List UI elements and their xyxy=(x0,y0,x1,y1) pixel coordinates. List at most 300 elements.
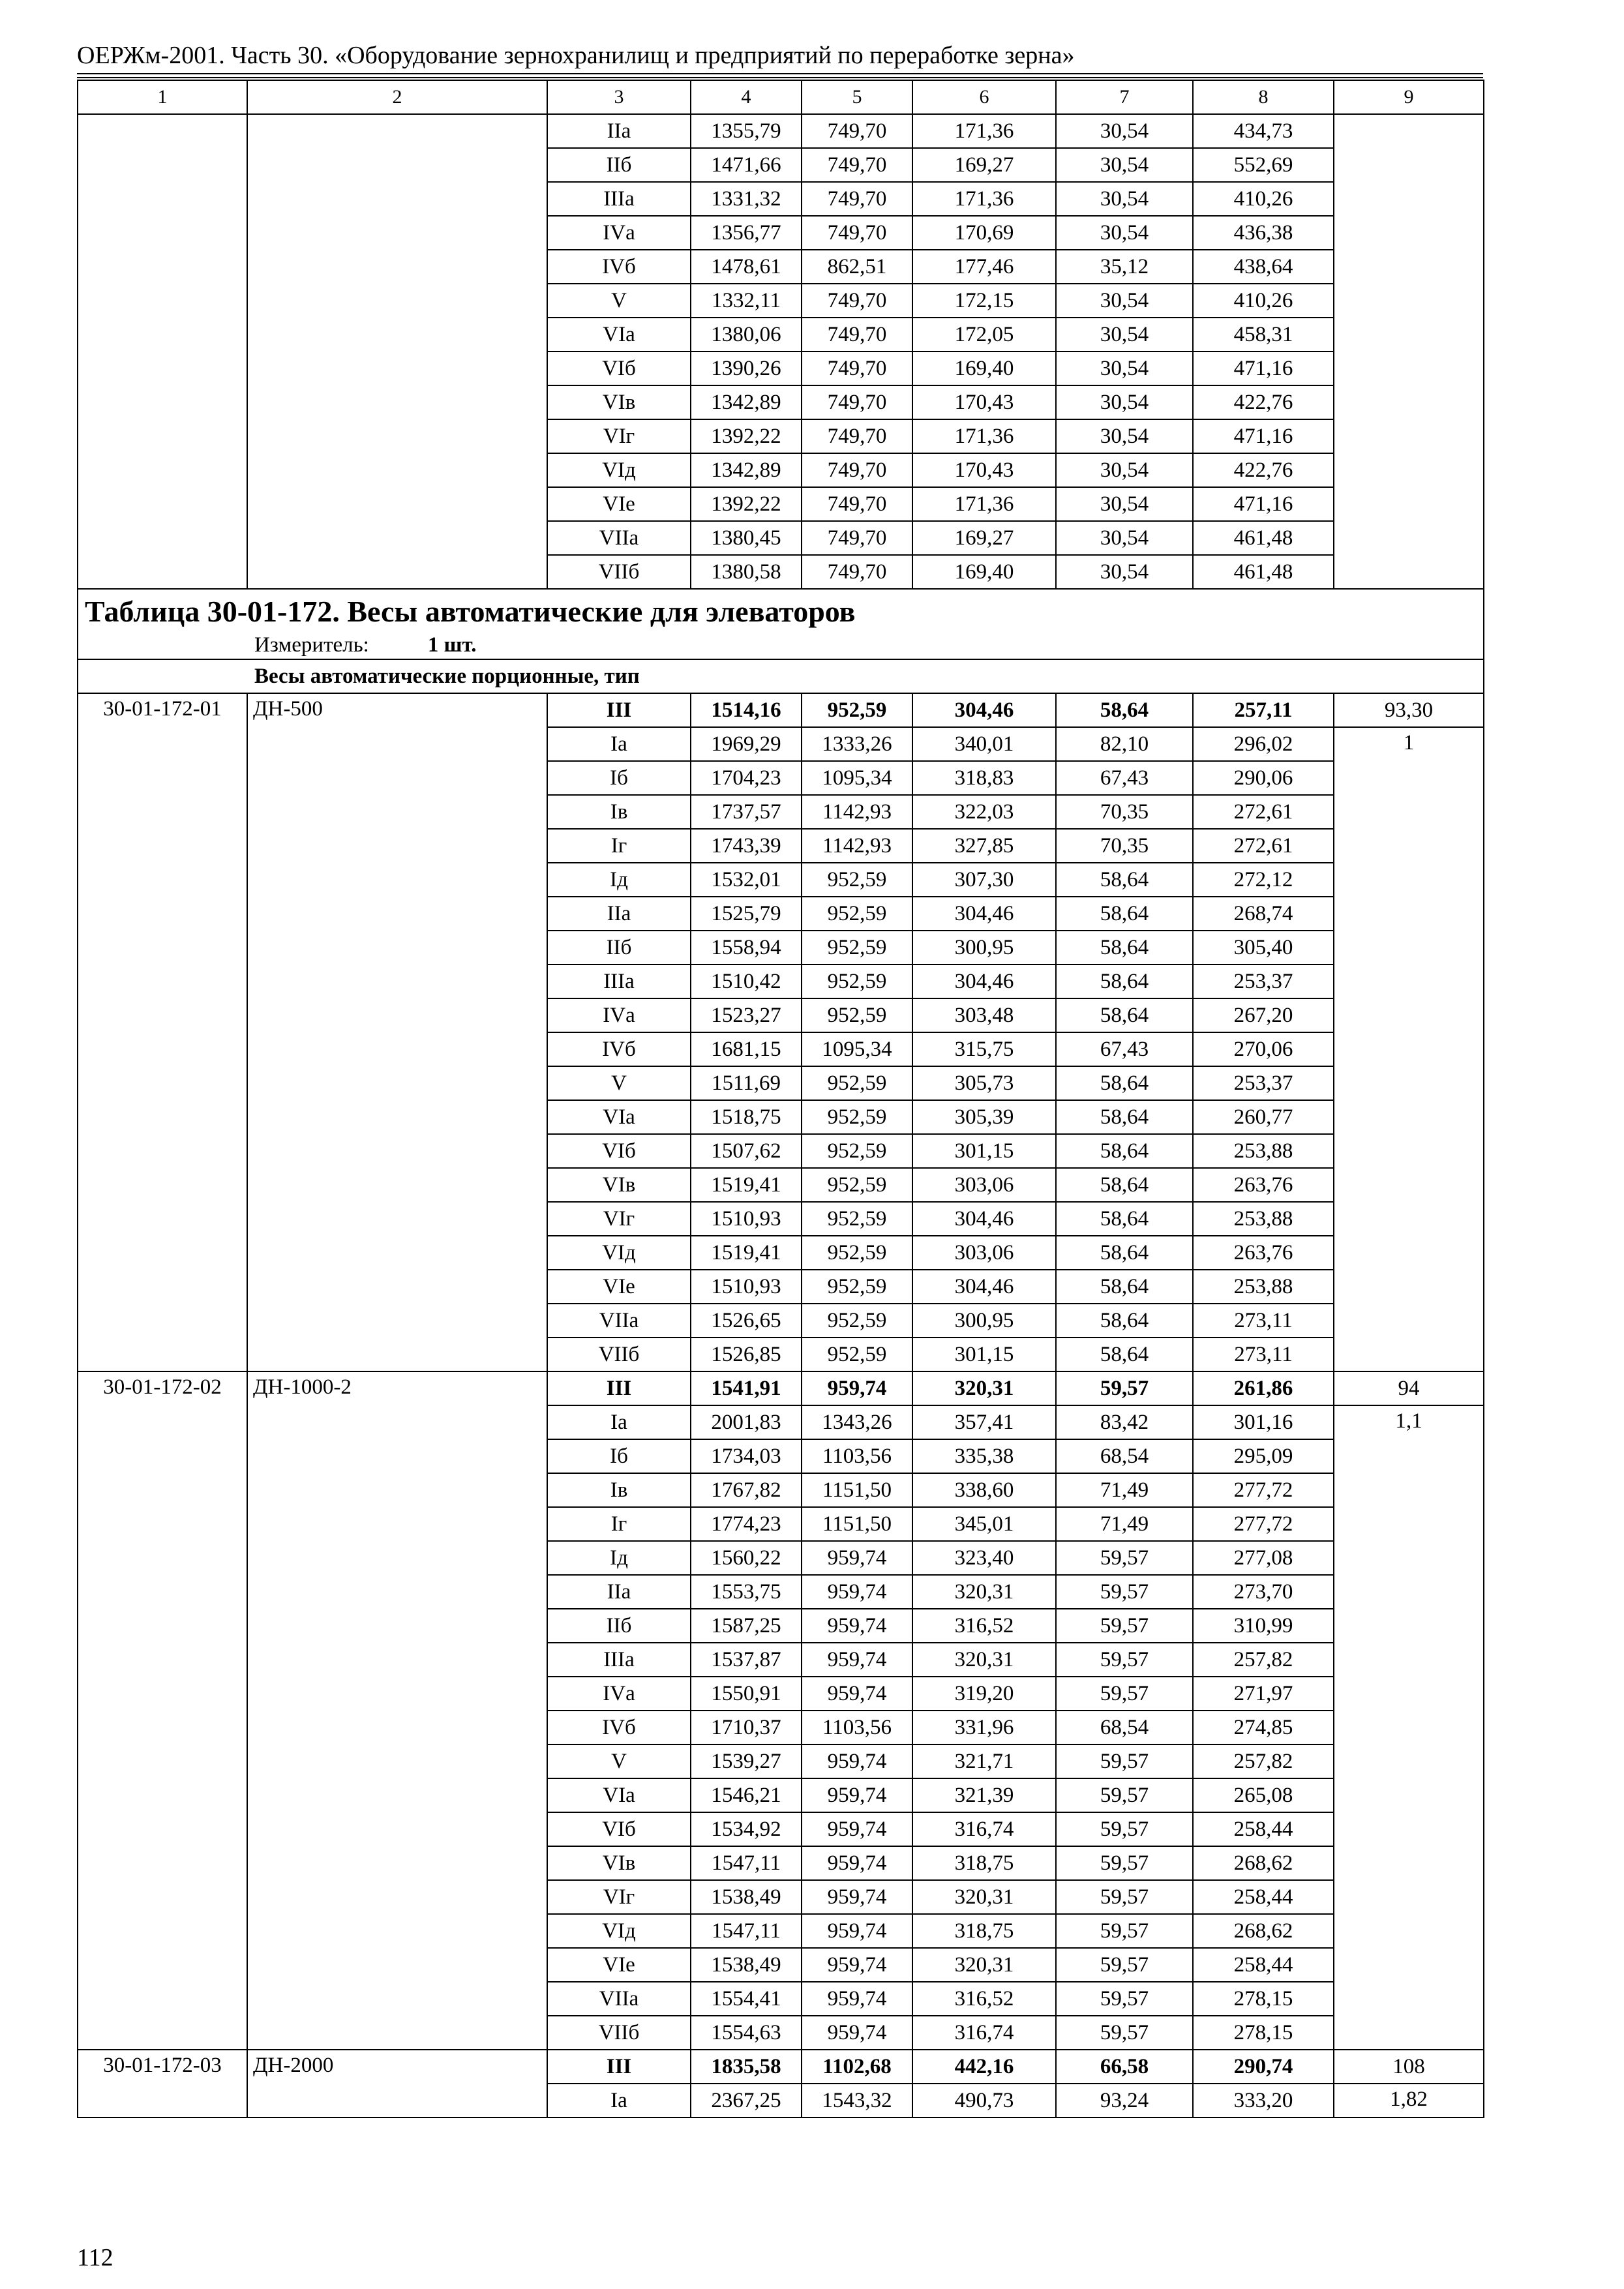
value-cell: 301,16 xyxy=(1193,1405,1334,1439)
value-cell: 253,37 xyxy=(1193,965,1334,998)
value-cell: 253,88 xyxy=(1193,1202,1334,1236)
measure-value: 1 шт. xyxy=(427,633,477,657)
table-row xyxy=(78,1371,1484,1405)
value-cell: 59,57 xyxy=(1056,1677,1193,1711)
zone-cell: VIб xyxy=(547,1812,691,1846)
value-cell: 172,15 xyxy=(912,284,1056,318)
value-cell: 59,57 xyxy=(1056,2016,1193,2050)
value-cell: 438,64 xyxy=(1193,250,1334,284)
value-cell: 749,70 xyxy=(802,521,912,555)
value-cell: 320,31 xyxy=(912,1948,1056,1982)
column-number: 5 xyxy=(802,80,912,114)
value-cell: 68,54 xyxy=(1056,1711,1193,1744)
value-cell: 1103,56 xyxy=(802,1711,912,1744)
running-header: ОЕРЖм-2001. Часть 30. «Оборудование зернохранилищ и предприятий по переработке зерна» xyxy=(77,42,1075,69)
value-cell: 2367,25 xyxy=(691,2084,802,2117)
value-cell: 952,59 xyxy=(802,863,912,897)
zone-cell: V xyxy=(547,284,691,318)
value-cell: 1546,21 xyxy=(691,1778,802,1812)
value-cell: 316,52 xyxy=(912,1982,1056,2016)
measure-label: Измеритель: xyxy=(254,633,369,657)
value-cell: 1392,22 xyxy=(691,487,802,521)
zone-cell: Iа xyxy=(547,2084,691,2117)
value-cell: 959,74 xyxy=(802,1778,912,1812)
value-cell: 952,59 xyxy=(802,1338,912,1371)
value-cell: 1518,75 xyxy=(691,1100,802,1134)
zone-cell: VIв xyxy=(547,385,691,419)
value-cell: 58,64 xyxy=(1056,1236,1193,1270)
value-cell: 959,74 xyxy=(802,1846,912,1880)
value-cell: 952,59 xyxy=(802,1066,912,1100)
value-cell: 82,10 xyxy=(1056,727,1193,761)
value-cell: 749,70 xyxy=(802,148,912,182)
value-cell: 490,73 xyxy=(912,2084,1056,2117)
value-cell: 959,74 xyxy=(802,1677,912,1711)
value-cell: 959,74 xyxy=(802,1744,912,1778)
value-cell: 959,74 xyxy=(802,1880,912,1914)
value-cell: 30,54 xyxy=(1056,487,1193,521)
value-cell: 318,75 xyxy=(912,1914,1056,1948)
code-cell: 30-01-172-02 xyxy=(78,1371,247,2050)
zone-cell: IVа xyxy=(547,216,691,250)
value-cell: 59,57 xyxy=(1056,1982,1193,2016)
value-cell: 1343,26 xyxy=(802,1405,912,1439)
value-cell: 303,06 xyxy=(912,1168,1056,1202)
zone-cell: VIIб xyxy=(547,1338,691,1371)
zone-cell: IIб xyxy=(547,148,691,182)
value-cell: 1142,93 xyxy=(802,829,912,863)
value-cell: 321,39 xyxy=(912,1778,1056,1812)
value-cell: 316,52 xyxy=(912,1609,1056,1643)
zone-cell: VIд xyxy=(547,453,691,487)
value-cell: 471,16 xyxy=(1193,487,1334,521)
column-number: 9 xyxy=(1334,80,1484,114)
col9-value: 1 xyxy=(1334,727,1484,1371)
value-cell: 1380,58 xyxy=(691,555,802,589)
value-cell: 169,27 xyxy=(912,521,1056,555)
value-cell: 59,57 xyxy=(1056,1371,1193,1405)
value-cell: 952,59 xyxy=(802,897,912,931)
value-cell: 410,26 xyxy=(1193,182,1334,216)
value-cell: 58,64 xyxy=(1056,1066,1193,1100)
value-cell: 952,59 xyxy=(802,998,912,1032)
value-cell: 320,31 xyxy=(912,1575,1056,1609)
column-number: 8 xyxy=(1193,80,1334,114)
value-cell: 323,40 xyxy=(912,1541,1056,1575)
zone-cell: VIе xyxy=(547,1948,691,1982)
column-number: 1 xyxy=(78,80,247,114)
value-cell: 321,71 xyxy=(912,1744,1056,1778)
value-cell: 70,35 xyxy=(1056,795,1193,829)
value-cell: 1532,01 xyxy=(691,863,802,897)
value-cell: 1710,37 xyxy=(691,1711,802,1744)
value-cell: 333,20 xyxy=(1193,2084,1334,2117)
zone-cell: VIд xyxy=(547,1236,691,1270)
value-cell: 59,57 xyxy=(1056,1541,1193,1575)
table-container xyxy=(77,80,1484,2118)
value-cell: 1523,27 xyxy=(691,998,802,1032)
code-cell: 30-01-172-03 xyxy=(78,2050,247,2117)
value-cell: 272,61 xyxy=(1193,829,1334,863)
value-cell: 749,70 xyxy=(802,352,912,385)
value-cell: 169,40 xyxy=(912,352,1056,385)
value-cell: 1380,06 xyxy=(691,318,802,352)
value-cell: 1539,27 xyxy=(691,1744,802,1778)
value-cell: 171,36 xyxy=(912,419,1056,453)
table-title-row xyxy=(78,589,1484,659)
value-cell: 1095,34 xyxy=(802,1032,912,1066)
value-cell: 410,26 xyxy=(1193,284,1334,318)
zone-cell: VIа xyxy=(547,1100,691,1134)
value-cell: 58,64 xyxy=(1056,931,1193,965)
zone-cell: VIIа xyxy=(547,1982,691,2016)
table-row xyxy=(78,114,1484,148)
value-cell: 30,54 xyxy=(1056,148,1193,182)
value-cell: 1537,87 xyxy=(691,1643,802,1677)
value-cell: 30,54 xyxy=(1056,318,1193,352)
zone-cell: VIIб xyxy=(547,2016,691,2050)
value-cell: 290,06 xyxy=(1193,761,1334,795)
value-cell: 261,86 xyxy=(1193,1371,1334,1405)
value-cell: 1510,93 xyxy=(691,1270,802,1304)
value-cell: 68,54 xyxy=(1056,1439,1193,1473)
value-cell: 322,03 xyxy=(912,795,1056,829)
value-cell: 58,64 xyxy=(1056,1100,1193,1134)
value-cell: 1102,68 xyxy=(802,2050,912,2084)
value-cell: 1142,93 xyxy=(802,795,912,829)
value-cell: 263,76 xyxy=(1193,1236,1334,1270)
value-cell: 58,64 xyxy=(1056,897,1193,931)
value-cell: 273,11 xyxy=(1193,1338,1334,1371)
value-cell: 58,64 xyxy=(1056,1202,1193,1236)
column-number: 7 xyxy=(1056,80,1193,114)
value-cell: 257,82 xyxy=(1193,1744,1334,1778)
value-cell: 30,54 xyxy=(1056,284,1193,318)
value-cell: 749,70 xyxy=(802,182,912,216)
value-cell: 458,31 xyxy=(1193,318,1334,352)
value-cell: 305,39 xyxy=(912,1100,1056,1134)
value-cell: 170,69 xyxy=(912,216,1056,250)
value-cell: 58,64 xyxy=(1056,1304,1193,1338)
value-cell: 258,44 xyxy=(1193,1880,1334,1914)
value-cell: 1392,22 xyxy=(691,419,802,453)
value-cell: 1835,58 xyxy=(691,2050,802,2084)
value-cell: 267,20 xyxy=(1193,998,1334,1032)
zone-cell: IIб xyxy=(547,931,691,965)
value-cell: 1333,26 xyxy=(802,727,912,761)
value-cell: 310,99 xyxy=(1193,1609,1334,1643)
value-cell: 1103,56 xyxy=(802,1439,912,1473)
zone-cell: IVб xyxy=(547,250,691,284)
value-cell: 1543,32 xyxy=(802,2084,912,2117)
value-cell: 345,01 xyxy=(912,1507,1056,1541)
value-cell: 30,54 xyxy=(1056,216,1193,250)
value-cell: 959,74 xyxy=(802,1609,912,1643)
value-cell: 1390,26 xyxy=(691,352,802,385)
zone-cell: III xyxy=(547,1371,691,1405)
value-cell: 171,36 xyxy=(912,487,1056,521)
value-cell: 1478,61 xyxy=(691,250,802,284)
zone-cell: V xyxy=(547,1744,691,1778)
value-cell: 1553,75 xyxy=(691,1575,802,1609)
value-cell: 959,74 xyxy=(802,1371,912,1405)
value-cell: 1151,50 xyxy=(802,1473,912,1507)
zone-cell: Iб xyxy=(547,761,691,795)
value-cell: 1558,94 xyxy=(691,931,802,965)
zone-cell: IVб xyxy=(547,1711,691,1744)
value-cell: 58,64 xyxy=(1056,1168,1193,1202)
value-cell: 1538,49 xyxy=(691,1880,802,1914)
value-cell: 277,72 xyxy=(1193,1473,1334,1507)
column-number: 3 xyxy=(547,80,691,114)
value-cell: 862,51 xyxy=(802,250,912,284)
value-cell: 30,54 xyxy=(1056,114,1193,148)
value-cell: 296,02 xyxy=(1193,727,1334,761)
value-cell: 59,57 xyxy=(1056,1880,1193,1914)
measure-line xyxy=(78,631,1483,659)
table-title-cell xyxy=(78,589,1484,659)
value-cell: 59,57 xyxy=(1056,1812,1193,1846)
value-cell: 461,48 xyxy=(1193,521,1334,555)
value-cell: 436,38 xyxy=(1193,216,1334,250)
value-cell: 272,61 xyxy=(1193,795,1334,829)
zone-cell: IIIа xyxy=(547,965,691,998)
subheading: Весы автоматические порционные, тип xyxy=(78,659,1484,693)
value-cell: 305,40 xyxy=(1193,931,1334,965)
value-cell: 952,59 xyxy=(802,1304,912,1338)
value-cell: 1331,32 xyxy=(691,182,802,216)
value-cell: 273,70 xyxy=(1193,1575,1334,1609)
value-cell: 169,40 xyxy=(912,555,1056,589)
value-cell: 952,59 xyxy=(802,965,912,998)
value-cell: 952,59 xyxy=(802,1168,912,1202)
value-cell: 1737,57 xyxy=(691,795,802,829)
value-cell: 749,70 xyxy=(802,216,912,250)
zone-cell: VIе xyxy=(547,1270,691,1304)
value-cell: 59,57 xyxy=(1056,1643,1193,1677)
value-cell: 30,54 xyxy=(1056,385,1193,419)
zone-cell: IIа xyxy=(547,114,691,148)
zone-cell: V xyxy=(547,1066,691,1100)
value-cell: 270,06 xyxy=(1193,1032,1334,1066)
value-cell: 257,82 xyxy=(1193,1643,1334,1677)
value-cell: 2001,83 xyxy=(691,1405,802,1439)
zone-cell: IVа xyxy=(547,1677,691,1711)
value-cell: 30,54 xyxy=(1056,453,1193,487)
zone-cell: VIа xyxy=(547,318,691,352)
zone-cell: Iа xyxy=(547,1405,691,1439)
zone-cell: VIг xyxy=(547,1880,691,1914)
value-cell: 1342,89 xyxy=(691,385,802,419)
value-cell: 59,57 xyxy=(1056,1846,1193,1880)
value-cell: 331,96 xyxy=(912,1711,1056,1744)
value-cell: 58,64 xyxy=(1056,863,1193,897)
zone-cell: IIIа xyxy=(547,182,691,216)
value-cell: 58,64 xyxy=(1056,1134,1193,1168)
value-cell: 1534,92 xyxy=(691,1812,802,1846)
value-cell: 172,05 xyxy=(912,318,1056,352)
value-cell: 442,16 xyxy=(912,2050,1056,2084)
value-cell: 1554,63 xyxy=(691,2016,802,2050)
value-cell: 318,83 xyxy=(912,761,1056,795)
value-cell: 67,43 xyxy=(1056,761,1193,795)
zone-cell: IVа xyxy=(547,998,691,1032)
value-cell: 952,59 xyxy=(802,1134,912,1168)
value-cell: 268,62 xyxy=(1193,1914,1334,1948)
value-cell: 257,11 xyxy=(1193,693,1334,727)
value-cell: 1511,69 xyxy=(691,1066,802,1100)
zone-cell: Iд xyxy=(547,1541,691,1575)
value-cell: 268,62 xyxy=(1193,1846,1334,1880)
table-row xyxy=(78,693,1484,727)
value-cell: 300,95 xyxy=(912,931,1056,965)
value-cell: 1514,16 xyxy=(691,693,802,727)
value-cell: 304,46 xyxy=(912,1270,1056,1304)
value-cell: 315,75 xyxy=(912,1032,1056,1066)
value-cell: 749,70 xyxy=(802,555,912,589)
value-cell: 959,74 xyxy=(802,1575,912,1609)
value-cell: 952,59 xyxy=(802,1236,912,1270)
value-cell: 1560,22 xyxy=(691,1541,802,1575)
name-cell: ДН-500 xyxy=(247,693,547,1371)
value-cell: 471,16 xyxy=(1193,419,1334,453)
value-cell: 271,97 xyxy=(1193,1677,1334,1711)
value-cell: 263,76 xyxy=(1193,1168,1334,1202)
value-cell: 70,35 xyxy=(1056,829,1193,863)
value-cell: 258,44 xyxy=(1193,1812,1334,1846)
column-number: 2 xyxy=(247,80,547,114)
value-cell: 93,24 xyxy=(1056,2084,1193,2117)
zone-cell: Iв xyxy=(547,1473,691,1507)
col9-cell xyxy=(1334,114,1484,589)
value-cell: 265,08 xyxy=(1193,1778,1334,1812)
zone-cell: Iб xyxy=(547,1439,691,1473)
column-number-row xyxy=(78,80,1484,114)
value-cell: 171,36 xyxy=(912,114,1056,148)
value-cell: 304,46 xyxy=(912,693,1056,727)
value-cell: 58,64 xyxy=(1056,1270,1193,1304)
value-cell: 1380,45 xyxy=(691,521,802,555)
subheading-row xyxy=(78,659,1484,693)
value-cell: 1510,93 xyxy=(691,1202,802,1236)
value-cell: 30,54 xyxy=(1056,182,1193,216)
value-cell: 1743,39 xyxy=(691,829,802,863)
value-cell: 303,48 xyxy=(912,998,1056,1032)
zone-cell: VIд xyxy=(547,1914,691,1948)
value-cell: 461,48 xyxy=(1193,555,1334,589)
value-cell: 59,57 xyxy=(1056,1948,1193,1982)
zone-cell: Iв xyxy=(547,795,691,829)
value-cell: 58,64 xyxy=(1056,965,1193,998)
zone-cell: VIв xyxy=(547,1846,691,1880)
value-cell: 959,74 xyxy=(802,1982,912,2016)
name-cell xyxy=(247,114,547,589)
value-cell: 959,74 xyxy=(802,1914,912,1948)
value-cell: 320,31 xyxy=(912,1880,1056,1914)
value-cell: 66,58 xyxy=(1056,2050,1193,2084)
value-cell: 1969,29 xyxy=(691,727,802,761)
value-cell: 552,69 xyxy=(1193,148,1334,182)
value-cell: 30,54 xyxy=(1056,555,1193,589)
value-cell: 1704,23 xyxy=(691,761,802,795)
value-cell: 1767,82 xyxy=(691,1473,802,1507)
value-cell: 58,64 xyxy=(1056,998,1193,1032)
value-cell: 319,20 xyxy=(912,1677,1056,1711)
value-cell: 952,59 xyxy=(802,1100,912,1134)
value-cell: 320,31 xyxy=(912,1371,1056,1405)
table-row xyxy=(78,2050,1484,2084)
value-cell: 303,06 xyxy=(912,1236,1056,1270)
zone-cell: IVб xyxy=(547,1032,691,1066)
value-cell: 300,95 xyxy=(912,1304,1056,1338)
value-cell: 952,59 xyxy=(802,931,912,965)
value-cell: 1554,41 xyxy=(691,1982,802,2016)
value-cell: 1510,42 xyxy=(691,965,802,998)
value-cell: 1541,91 xyxy=(691,1371,802,1405)
value-cell: 1151,50 xyxy=(802,1507,912,1541)
value-cell: 1526,65 xyxy=(691,1304,802,1338)
zone-cell: VIIа xyxy=(547,521,691,555)
value-cell: 35,12 xyxy=(1056,250,1193,284)
value-cell: 304,46 xyxy=(912,897,1056,931)
value-cell: 273,11 xyxy=(1193,1304,1334,1338)
value-cell: 1519,41 xyxy=(691,1168,802,1202)
value-cell: 295,09 xyxy=(1193,1439,1334,1473)
value-cell: 304,46 xyxy=(912,1202,1056,1236)
zone-cell: VIг xyxy=(547,1202,691,1236)
value-cell: 30,54 xyxy=(1056,419,1193,453)
value-cell: 1342,89 xyxy=(691,453,802,487)
value-cell: 320,31 xyxy=(912,1643,1056,1677)
value-cell: 422,76 xyxy=(1193,385,1334,419)
value-cell: 260,77 xyxy=(1193,1100,1334,1134)
value-cell: 258,44 xyxy=(1193,1948,1334,1982)
value-cell: 749,70 xyxy=(802,385,912,419)
zone-cell: VIг xyxy=(547,419,691,453)
zone-cell: IIа xyxy=(547,897,691,931)
value-cell: 307,30 xyxy=(912,863,1056,897)
zone-cell: VIв xyxy=(547,1168,691,1202)
name-cell: ДН-2000 xyxy=(247,2050,547,2117)
value-cell: 71,49 xyxy=(1056,1473,1193,1507)
zone-cell: Iг xyxy=(547,829,691,863)
header-rule-second xyxy=(77,77,1483,78)
name-cell: ДН-1000-2 xyxy=(247,1371,547,2050)
value-cell: 952,59 xyxy=(802,1202,912,1236)
value-cell: 959,74 xyxy=(802,1948,912,1982)
value-cell: 749,70 xyxy=(802,284,912,318)
value-cell: 301,15 xyxy=(912,1338,1056,1371)
value-cell: 277,72 xyxy=(1193,1507,1334,1541)
zone-cell: III xyxy=(547,693,691,727)
zone-cell: Iг xyxy=(547,1507,691,1541)
value-cell: 272,12 xyxy=(1193,863,1334,897)
table-title: Таблица 30-01-172. Весы автоматические для элеваторов xyxy=(85,595,856,628)
zone-cell: VIе xyxy=(547,487,691,521)
value-cell: 59,57 xyxy=(1056,1609,1193,1643)
value-cell: 170,43 xyxy=(912,385,1056,419)
value-cell: 1538,49 xyxy=(691,1948,802,1982)
value-cell: 357,41 xyxy=(912,1405,1056,1439)
value-cell: 171,36 xyxy=(912,182,1056,216)
value-cell: 318,75 xyxy=(912,1846,1056,1880)
column-number: 6 xyxy=(912,80,1056,114)
zone-cell: VIIб xyxy=(547,555,691,589)
value-cell: 1356,77 xyxy=(691,216,802,250)
value-cell: 1547,11 xyxy=(691,1914,802,1948)
value-cell: 170,43 xyxy=(912,453,1056,487)
value-cell: 434,73 xyxy=(1193,114,1334,148)
